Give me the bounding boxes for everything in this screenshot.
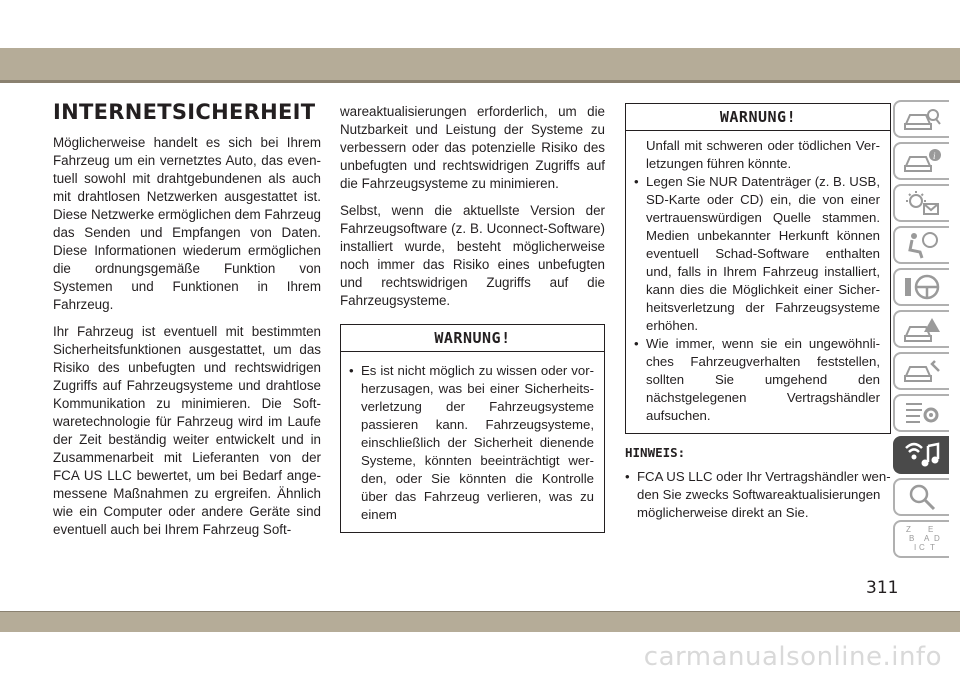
tab-index[interactable]	[893, 520, 949, 558]
svg-text:A: A	[924, 534, 930, 543]
car-breakdown-icon	[902, 314, 942, 344]
car-service-icon	[902, 356, 942, 386]
tab-specifications[interactable]	[893, 394, 949, 432]
tab-service[interactable]	[893, 352, 949, 390]
warning-continuation: Unfall mit schweren oder tödlichen Verletzungen führen könnte.	[646, 138, 880, 171]
bullet-text: Es ist nicht möglich zu wissen oder vorherzusagen, was bei einer Sicherheitsverletzung der Fahrzeugsysteme passieren kann. Fahrzeugsysteme, einschließlich der Sicherheit dienende Systeme, könnten beeinträchtigt werden, oder Sie könnten die Kontrolle über das Fahrzeug verlieren, was zu einem	[361, 363, 594, 522]
svg-text:T: T	[930, 543, 935, 552]
paragraph: Ihr Fahrzeug ist eventuell mit bestimmten Sicherheitsfunktionen ausgestattet, um das Risiko des unbefugten und rechtswidrigen Zugriffs auf Fahrzeugsysteme und drahtlose Kommunikation zu minimieren. Die Softwaretechnologie für Fahrzeug wird im Laufe der Zeit beständig weiter entwickelt und in Zusammenarbeit mit Lieferanten von der FCA US LLC bewertet, um bei Bedarf angemessene Maßnahmen zu ergreifen. Ähnlich wie ein Computer oder andere Geräte sind eventuell auch bei Ihrem Fahrzeug Soft-	[53, 324, 321, 537]
search-icon	[902, 482, 942, 512]
watermark-text: carmanualsonline.info	[643, 642, 942, 672]
bullet-text: Wie immer, wenn sie ein ungewöhnliches Fahrzeugverhalten feststellen, sollten Sie umgehend den nächstgelegenen Vertragshändler aufsuchen.	[646, 336, 880, 423]
tab-emergency[interactable]	[893, 310, 949, 348]
svg-text:i: i	[933, 151, 936, 161]
bullet-marker: •	[349, 363, 354, 378]
bullet-marker: •	[634, 174, 639, 189]
paragraph: wareaktualisierungen erforderlich, um die Nutzbarkeit und Leistung der Systeme zu verbessern oder das potenzielle Risiko des unbefugten und rechtswidrigen Zugriffs auf die Fahrzeugsysteme zu minimieren.	[340, 104, 605, 191]
warning-light-message-icon	[902, 188, 942, 218]
bullet-marker: •	[634, 336, 639, 351]
note-bullet	[625, 468, 891, 522]
car-info-icon	[902, 146, 942, 176]
tab-warning-lights[interactable]	[893, 184, 949, 222]
section-heading: INTERNETSICHERHEIT	[53, 100, 316, 124]
svg-text:Z: Z	[906, 525, 911, 534]
bullet-text: Legen Sie NUR Datenträger (z. B. USB, SD-Karte oder CD) ein, die von einer vertrauenswürdigen Quelle stammen. Medien unbekannter Herkunft können eventuell Schad-Software enthalten und, falls in Ihrem Fahrzeug installiert, kann dies die Möglichkeit einer Sicherheitsverletzung der Fahrzeugsysteme erhöhen.	[646, 174, 880, 333]
paragraph: Möglicherweise handelt es sich bei Ihrem Fahrzeug um ein vernetztes Auto, das eventuell sowohl mit drahtgebundenen als auch mit drahtlosen Netzwerken ausgestattet ist. Diese Netzwerke ermöglichen dem Fahrzeug das Senden und Empfangen von Daten. Diese Informationen wiederum ermöglichen die ordnungsgemäße Funktion von Systemen und Funktionen in Ihrem Fahrzeug.	[53, 135, 321, 312]
svg-text:I: I	[914, 543, 917, 552]
multimedia-icon	[902, 440, 942, 470]
airbag-seat-icon	[902, 230, 942, 260]
alphabet-index-icon	[902, 524, 942, 554]
column-2	[340, 103, 605, 533]
tab-search[interactable]	[893, 478, 949, 516]
warning-title: WARNUNG!	[341, 325, 604, 352]
svg-text:E: E	[928, 525, 934, 534]
warning-bullet	[634, 335, 880, 425]
paragraph: Selbst, wenn die aktuellste Version der Fahrzeugsoftware (z. B. Uconnect-Software) installiert wurde, besteht möglicherweise noch immer das Risiko eines unbefugten und rechtswidrigen Zugriffs auf die Fahrzeugsysteme.	[340, 203, 605, 308]
bullet-marker: •	[625, 469, 630, 484]
tab-driving[interactable]	[893, 268, 949, 306]
tab-car-info[interactable]	[893, 142, 949, 180]
top-margin	[0, 0, 960, 48]
header-bar	[0, 48, 960, 80]
footer-bar	[0, 612, 960, 632]
chapter-tabs	[893, 100, 953, 562]
header-rule	[0, 80, 960, 83]
car-search-icon	[902, 104, 942, 134]
svg-text:C: C	[919, 543, 925, 552]
steering-wheel-icon	[902, 272, 942, 302]
settings-list-icon	[902, 398, 942, 428]
svg-text:D: D	[934, 534, 940, 543]
tab-safety[interactable]	[893, 226, 949, 264]
page-number: 311	[866, 578, 899, 598]
tab-multimedia[interactable]	[893, 436, 949, 474]
warning-box	[340, 324, 605, 533]
column-3	[625, 103, 891, 522]
warning-box	[625, 103, 891, 434]
tab-car-search[interactable]	[893, 100, 949, 138]
bullet-text: FCA US LLC oder Ihr Vertragshändler wenden Sie zwecks Softwareaktualisierungen möglicherweise direkt an Sie.	[637, 469, 891, 520]
column-1	[53, 134, 321, 548]
note-label: HINWEIS:	[625, 445, 686, 460]
warning-bullet	[349, 362, 594, 524]
warning-title: WARNUNG!	[626, 104, 890, 131]
warning-bullet	[634, 173, 880, 335]
svg-text:B: B	[909, 534, 915, 543]
